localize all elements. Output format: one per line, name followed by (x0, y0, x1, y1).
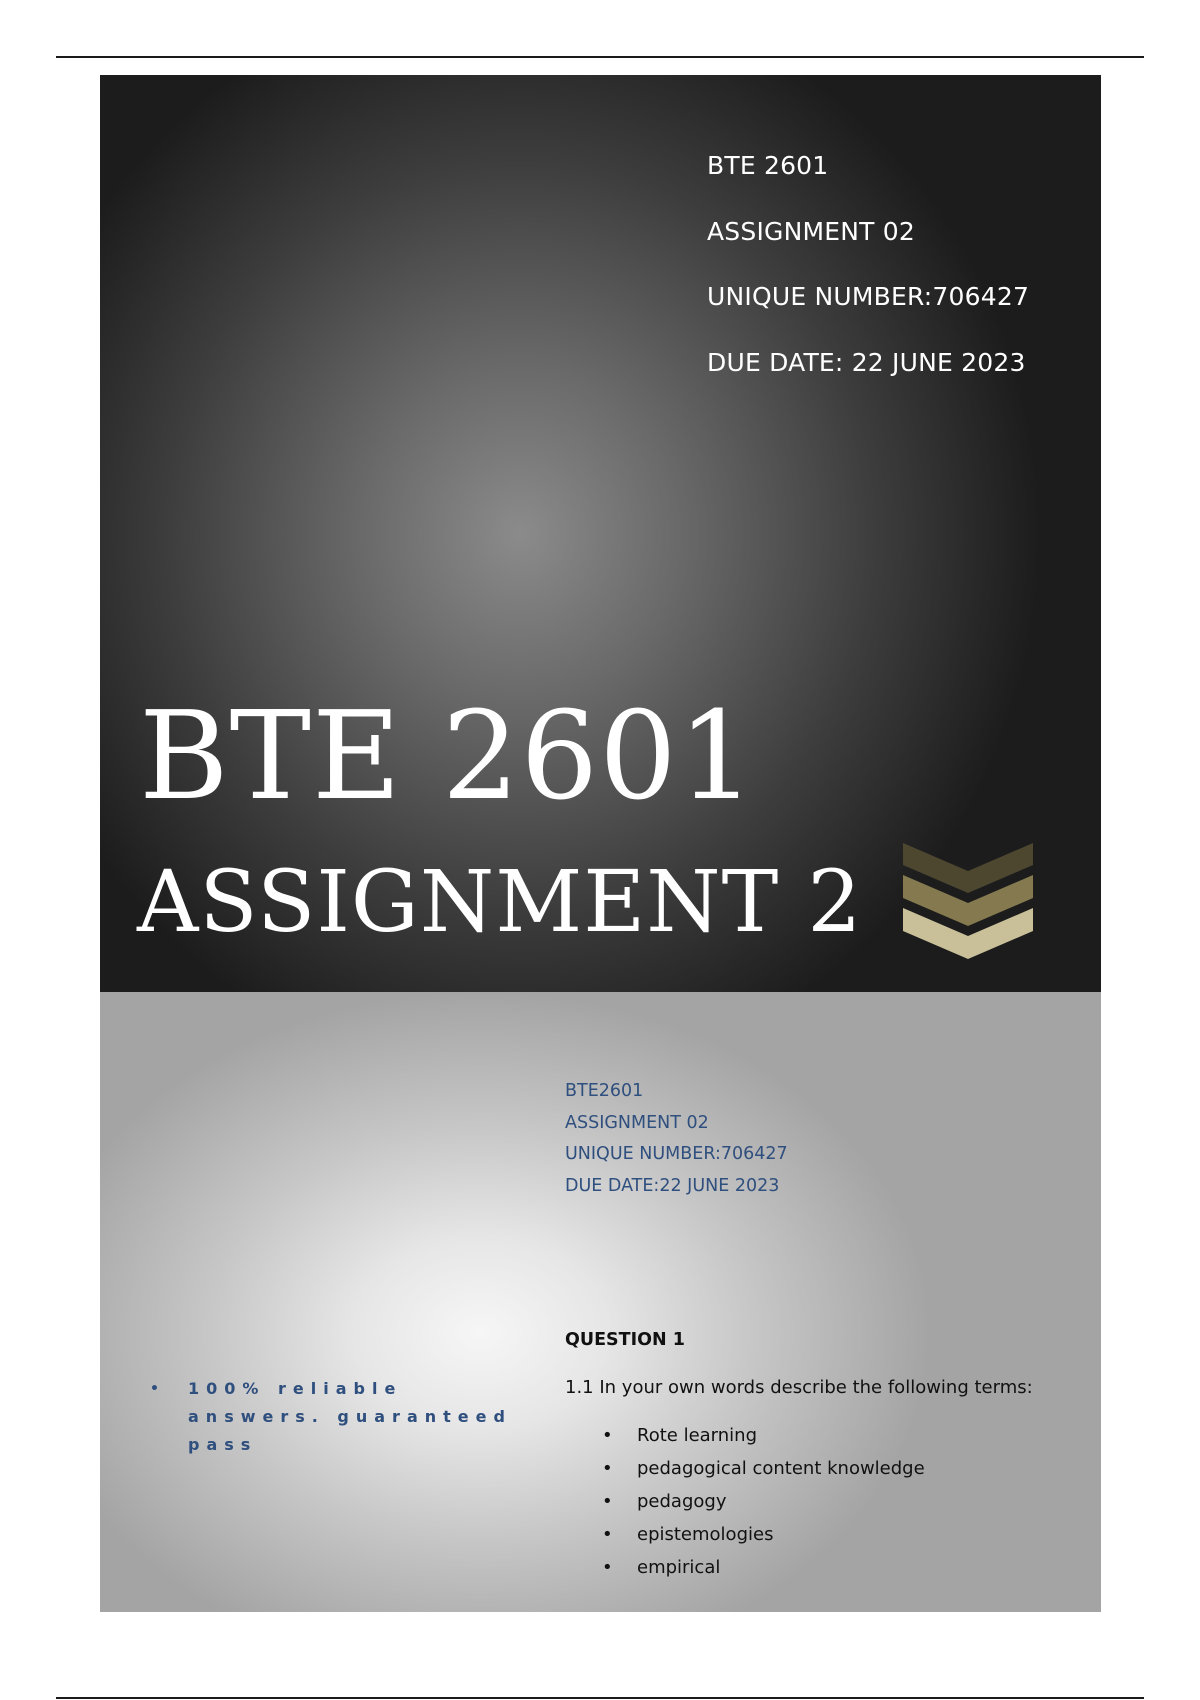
list-item: • Rote learning (565, 1425, 1033, 1458)
promo-text: 100% reliable answers. guaranteed pass (188, 1379, 512, 1454)
cover-course-code: BTE 2601 (707, 151, 829, 180)
list-item: • pedagogy (565, 1491, 1033, 1524)
promo-bullet-item (150, 1375, 548, 1459)
question-block (565, 1330, 1033, 1590)
top-rule (56, 56, 1144, 58)
details-due-date: DUE DATE:22 JUNE 2023 (565, 1175, 780, 1196)
question-prompt: 1.1 In your own words describe the following terms: (565, 1377, 1033, 1398)
details-unique-number: UNIQUE NUMBER:706427 (565, 1144, 788, 1164)
bullet-icon: • (150, 1381, 159, 1397)
terms-list (565, 1425, 1033, 1590)
details-assignment: ASSIGNMENT 02 (565, 1112, 709, 1133)
cover-due-date: DUE DATE: 22 JUNE 2023 (707, 347, 1026, 377)
list-item: • epistemologies (565, 1524, 1033, 1557)
details-meta (565, 1080, 788, 1206)
chevron-rank-icon (903, 835, 1033, 960)
cover-meta (707, 149, 1029, 411)
details-course-code: BTE2601 (565, 1081, 644, 1101)
bottom-rule (56, 1697, 1144, 1699)
cover-assignment: ASSIGNMENT 02 (707, 216, 915, 246)
cover-subtitle: ASSIGNMENT 2 (137, 853, 863, 952)
list-item: • pedagogical content knowledge (565, 1458, 1033, 1491)
details-panel (100, 992, 1101, 1612)
list-item: • empirical (565, 1557, 1033, 1590)
question-heading: QUESTION 1 (565, 1330, 685, 1350)
cover-panel (100, 75, 1101, 992)
cover-title: BTE 2601 (139, 685, 757, 827)
cover-unique-number: UNIQUE NUMBER:706427 (707, 282, 1030, 311)
